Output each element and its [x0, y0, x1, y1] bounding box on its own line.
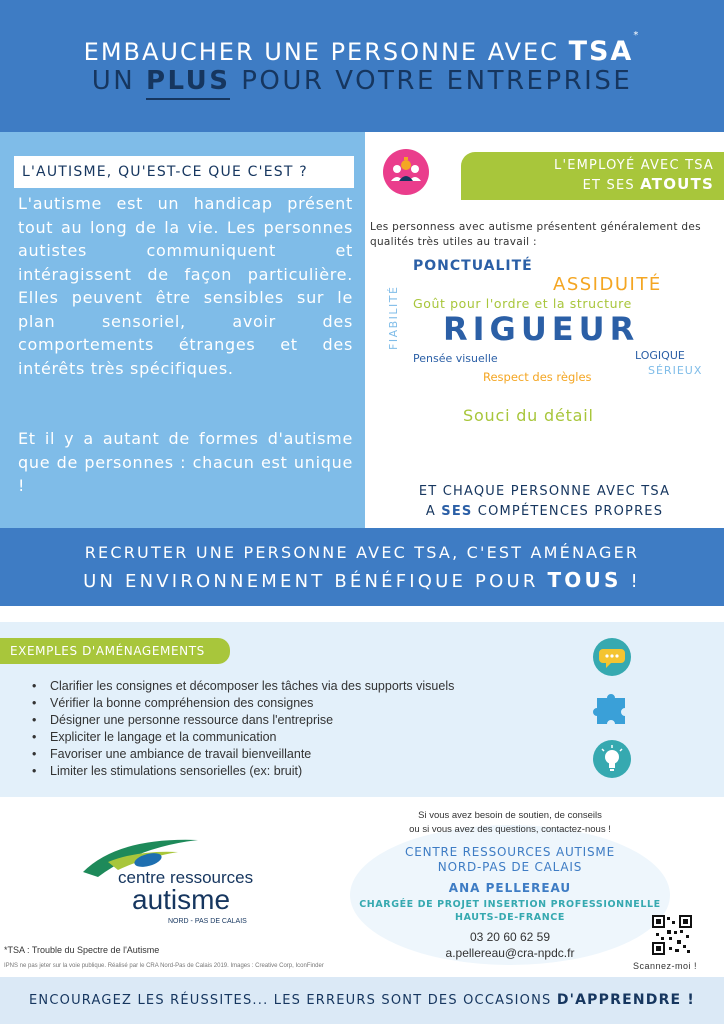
contact-area [0, 797, 724, 977]
autism-paragraph-2: Et il y a autant de formes d'autisme que de personnes : chacun est unique ! [18, 429, 353, 495]
header-tsa: TSA [568, 36, 634, 67]
recruit-line1: RECRUTER UNE PERSONNE AVEC TSA, C'EST AMÉNAGER [84, 543, 640, 562]
closing-line1: ET CHAQUE PERSONNE AVEC TSA [418, 484, 671, 499]
autism-title: L'AUTISME, QU'EST-CE QUE C'EST ? [14, 156, 354, 188]
contact-phone[interactable]: 03 20 60 62 59 [469, 930, 551, 944]
list-item: • Vérifier la bonne compréhension des consignes [32, 695, 552, 712]
word-pensee: Pensée visuelle [413, 352, 498, 365]
recruit-line2-pre: UN ENVIRONNEMENT BÉNÉFIQUE POUR [83, 571, 548, 592]
autism-section [0, 132, 365, 528]
list-item: • Clarifier les consignes et décomposer les tâches via des supports visuels [32, 678, 552, 695]
list-item: • Désigner une personne ressource dans l'entreprise [32, 712, 552, 729]
contact-role [340, 898, 680, 924]
contact-email[interactable]: a.pellereau@cra-npdc.fr [445, 946, 575, 960]
employee-tag-atouts: ATOUTS [640, 175, 714, 193]
employee-tag-line2-pre: ET SES [582, 178, 641, 193]
header-line2-pre: UN [91, 66, 146, 96]
puzzle-icon [593, 688, 633, 728]
employee-section [365, 132, 724, 528]
chat-bubble-icon [593, 638, 631, 676]
word-ponctualite: PONCTUALITÉ [413, 258, 533, 274]
qualities-intro: Les personness avec autisme présentent généralement des qualités très utiles au travail : [370, 221, 701, 248]
header-footnote-star: * [633, 30, 641, 41]
closing-line2 [365, 502, 724, 522]
header-title-line1 [0, 30, 724, 67]
lightbulb-icon [593, 740, 631, 778]
word-logique: LOGIQUE [635, 349, 685, 362]
word-fiabilite: FIABILITÉ [387, 285, 400, 350]
ipns-note: IPNS ne pas jeter sur la voie publique. Réalisé par le CRA Nord-Pas de Calais 2019. Images : Creative Corp, IconFinder [4, 963, 324, 969]
closing-line2-pre: A [425, 504, 442, 519]
word-souci: Souci du détail [463, 406, 594, 425]
word-rigueur: RIGUEUR [443, 310, 640, 348]
list-item: • Favoriser une ambiance de travail bienveillante [32, 746, 552, 763]
examples-title: EXEMPLES D'AMÉNAGEMENTS [0, 638, 230, 664]
bottom-text: ENCOURAGEZ LES RÉUSSITES... LES ERREURS SONT DES OCCASIONS [29, 993, 557, 1008]
contact-person: ANA PELLEREAU [448, 881, 572, 895]
org-line2: NORD-PAS DE CALAIS [437, 860, 583, 874]
autism-paragraph-1: L'autisme est un handicap présent tout au long de la vie. Les personnes autistes communiquent et intéragissent de façon particulière. Elles peuvent être sensibles sur le plan sensoriel, avoir des comportements étranges et des intérêts très spécifiques. [18, 194, 353, 378]
qr-code-icon[interactable] [652, 915, 692, 955]
header-banner [0, 0, 724, 132]
cra-logo [78, 832, 298, 925]
employee-tag-line2 [461, 175, 714, 195]
word-gout: Goût pour l'ordre et la structure [413, 296, 632, 311]
recruit-tous: TOUS [547, 568, 622, 592]
employee-tag [461, 152, 724, 200]
header-line1-text: EMBAUCHER UNE PERSONNE AVEC [83, 38, 569, 66]
closing-ses: SES [441, 504, 473, 519]
bottom-band [0, 977, 724, 1024]
employee-tag-line1: L'EMPLOYÉ AVEC TSA [554, 158, 714, 173]
role-line1: CHARGÉE DE PROJET INSERTION PROFESSIONNELLE [359, 899, 661, 910]
competences-closing [365, 482, 724, 522]
logo-line2: autisme [132, 884, 231, 915]
word-respect: Respect des règles [483, 370, 592, 384]
section-gap [0, 606, 724, 622]
recruit-band [0, 528, 724, 606]
closing-line2-post: COMPÉTENCES PROPRES [472, 504, 664, 519]
scan-label: Scannez-moi ! [633, 961, 698, 971]
role-line2: HAUTS-DE-FRANCE [455, 912, 565, 923]
contact-block [340, 809, 680, 960]
recruit-line2-post: ! [621, 571, 641, 592]
recruit-line2 [0, 568, 724, 592]
examples-section [0, 622, 724, 797]
help-line1: Si vous avez besoin de soutien, de conseils [418, 810, 602, 821]
word-serieux: SÉRIEUX [648, 364, 703, 377]
bottom-bold: D'APPRENDRE ! [556, 992, 695, 1008]
header-line2-post: POUR VOTRE ENTREPRISE [230, 66, 633, 96]
help-text [340, 809, 680, 837]
list-item: • Expliciter le langage et la communication [32, 729, 552, 746]
org-line1: CENTRE RESSOURCES AUTISME [405, 845, 615, 859]
logo-line3: NORD - PAS DE CALAIS [168, 918, 247, 925]
help-line2: ou si vous avez des questions, contactez-nous ! [409, 824, 611, 835]
examples-list [32, 678, 552, 780]
header-title-line2 [0, 66, 724, 96]
qualities-word-cloud [365, 252, 724, 478]
header-plus: PLUS [146, 66, 231, 100]
list-item: • Limiter les stimulations sensorielles (ex: bruit) [32, 763, 552, 780]
org-name [340, 845, 680, 875]
word-assiduite: ASSIDUITÉ [553, 274, 662, 295]
tsa-footnote: *TSA : Trouble du Spectre de l'Autisme [4, 945, 160, 955]
logo-line1: centre ressources [118, 868, 254, 887]
team-icon [383, 149, 429, 195]
